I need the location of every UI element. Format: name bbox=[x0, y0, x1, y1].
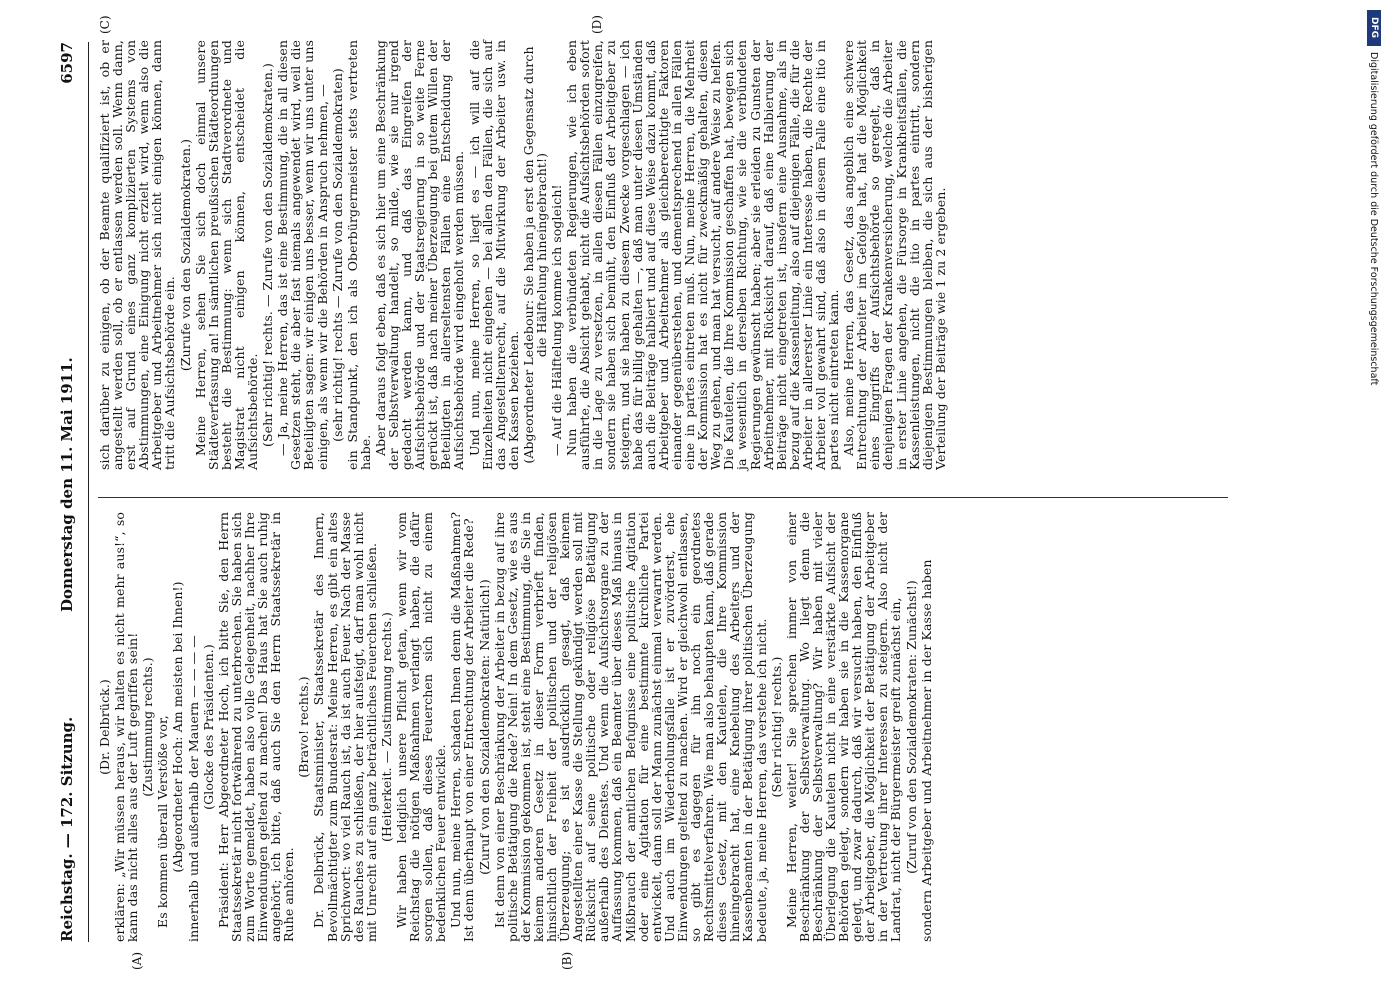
interjection: (Zuruf von den Sozialdemokraten: Zunächst!) bbox=[903, 580, 919, 874]
interjection: (Zurufe von den Sozialdemokraten.) bbox=[177, 138, 193, 372]
paragraph: erklären: „Wir müssen heraus, wir halten es nicht mehr aus!“, so kann das nicht alles aus der Luft gegriffen sein! bbox=[112, 512, 141, 942]
paragraph: sondern Arbeitgeber und Arbeitnehmer in der Kasse haben bbox=[918, 559, 934, 942]
header-date: Donnerstag den 11. Mai 1911. bbox=[58, 357, 76, 612]
paragraph: Also, meine Herren, das Gesetz, das angeblich eine schwere Entrechtung der Arbeiter im Gefolge hat, hat die Möglichkeit eines Eingriffs der Aufsichtsbehörde so geregelt, daß in denjenigen Fragen der Krankenversicherung, welche die Arbeiter in erster Linie angehen, die Fürsorge in Krankheitsfällen, die Kassenleistungen, nicht die itio in partes eintritt, sondern diejenigen Bestimmungen bleiben, die sich aus der bisherigen Verteilung der Beiträge wie 1 zu 2 ergeben. bbox=[841, 40, 948, 470]
digitization-credit: Digitalisierung gefördert durch die Deutsche Forschungsgemeinschaft bbox=[1368, 52, 1379, 386]
margin-mark-d: (D) bbox=[590, 15, 604, 34]
interjection: (Heiterkeit. — Zustimmung rechts.) bbox=[378, 611, 394, 843]
interjection: (Dr. Delbrück.) bbox=[97, 679, 112, 775]
column-divider bbox=[98, 497, 1228, 498]
interjection: (Zustimmung rechts.) bbox=[140, 657, 156, 797]
left-column bbox=[98, 512, 935, 942]
paragraph: — Ja, meine Herren, das ist eine Bestimmung, die in all diesen Gesetzen steht, die aber fast niemals angewendet wird, weil die Beteiligten sagen: wir einigen uns besser, wenn wir uns unter uns einigen, als wenn wir die Behörden in Anspruch nehmen, — bbox=[275, 40, 330, 470]
interjection: (Abgeordneter Ledebour: Sie haben ja erst den Gegensatz durch die Hälftelung hineingebracht!) bbox=[520, 46, 549, 464]
paragraph: — Auf die Hälftelung komme ich sogleich! bbox=[549, 184, 565, 456]
paragraph: Ist denn von einer Beschränkung der Arbeiter in bezug auf ihre politische Betätigung die Rede? Nein! In dem Gesetz, wie es aus der Kommission gekommen ist, steht eine Bestimmung, die Sie in keinem anderen Gesetz in dieser Form verbrieft finden, hinsichtlich der Freiheit der politischen und der religiösen Überzeugung; es ist ausdrücklich gesagt, daß keinem Angestellten einer Kasse die Stellung gekündigt werden soll mit Rücksicht auf seine politische oder religiöse Betätigung außerhalb des Dienstes. Und wenn die Aufsichtsorgane zu der Auffassung kommen, daß ein Beamter über dieses Maß hinaus in Mißbrauch der amtlichen Befugnisse eine politische Agitation oder eine Agitation für eine bestimmte kirchliche Partei entwickelt, dann soll der Mann zunächst einmal verwarnt werden. Und auch im Wiederholungsfalle ist er zuvörderst, ehe Einwendungen geltend zu machen. Wird er gleichwohl entlassen, so gibt es dagegen für ihn noch ein geordnetes Rechtsmittelverfahren. Wie man also behaupten kann, daß gerade dieses Gesetz, mit den Kautelen, die Ihre Kommission hineingebracht hat, eine Knebelung des Arbeiters und der Kassenbeamten in der Betätigung ihrer politischen Überzeugung bedeute, ja, meine Herren, das verstehe ich nicht. bbox=[491, 512, 769, 942]
interjection: (Sehr richtig! rechts.) bbox=[768, 656, 784, 798]
paragraph: sich darüber zu einigen, ob der Beamte qualifiziert ist, ob er angestellt werden soll, ob er entlassen werden soll. Wenn dann, erst auf Grund eines ganz komplizierten Systems von Abstimmungen, eine Einigung nicht erzielt wird, wenn also die Arbeitgeber und Arbeitnehmer sich nicht einigen können, dann tritt die Aufsichtsbehörde ein. bbox=[97, 40, 178, 470]
header-rule bbox=[88, 42, 89, 942]
paragraph: Meine Herren, weiter! Sie sprechen immer von einer Beschränkung der Selbstverwaltung. Wo liegt denn die Beschränkung der Selbstverwaltung? Wir haben mit vieler Überlegung die Kautelen nicht in eine verstärkte Aufsicht der Behörden gelegt, sondern wir haben sie in die Kassenorgane gelegt, und zwar dadurch, daß wir versucht haben, den Einfluß der Arbeitgeber, die Möglichkeit der Betätigung der Arbeitgeber in der Vertretung ihrer Interessen zu steigern. Also nicht der Landrat, nicht der Bürgermeister greift zunächst ein, bbox=[783, 512, 904, 942]
digitization-strip bbox=[1365, 0, 1383, 1000]
paragraph: Es kommen überall Verstöße vor, bbox=[155, 715, 171, 928]
margin-mark-c: (C) bbox=[98, 15, 112, 34]
right-column bbox=[98, 40, 949, 470]
interjection: (Zuruf von den Sozialdemokraten: Natürlich!) bbox=[476, 579, 492, 875]
dfg-logo: DFG bbox=[1367, 10, 1381, 46]
interjection: (Bravo! rechts.) bbox=[296, 676, 312, 778]
paragraph: Aber daraus folgt eben, daß es sich hier um eine Beschränkung der Selbstverwaltung handelt, so milde, wie sie nur irgend gedacht werden kann, und daß das Eingreifen der Aufsichtsbehörde und der Staatsregierung in so weite Ferne gerückt ist, daß nach meiner Überzeugung bei gutem Willen der Beteiligten in allerseltensten Fällen eine Entscheidung der Aufsichtsbehörde wird eingeholt werden müssen. bbox=[372, 40, 467, 470]
margin-mark-b: (B) bbox=[560, 951, 574, 970]
interjection: (sehr richtig! rechts — Zurufe von den Sozialdemokraten) bbox=[329, 68, 345, 442]
paragraph: Wir haben lediglich unsere Pflicht getan, wenn wir vom Reichstag die nötigen Maßnahmen verlangt haben, die dafür sorgen sollen, daß dieses Feuerchen sich nicht zu einem bedenklichen Feuer entwickle. bbox=[393, 512, 449, 942]
paragraph: Meine Herren, sehen Sie sich doch einmal unsere Städteverfassung an! In sämtlichen preußischen Städteordnungen besteht die Bestimmung: wenn sich Stadtverordnete und Magistrat nicht einigen können, entscheidet die Aufsichtsbehörde. bbox=[192, 40, 261, 470]
interjection: (Abgeordneter Hoch: Am meisten bei Ihnen!) bbox=[170, 581, 186, 873]
page-number: 6597 bbox=[58, 42, 76, 84]
interjection: (Sehr richtig! rechts. — Zurufe von den Sozialdemokraten.) bbox=[260, 63, 276, 447]
paragraph: Und nun, meine Herren, schaden Ihnen denn die Maßnahmen? Ist denn überhaupt von einer Entrechtung der Arbeiter die Rede? bbox=[448, 512, 477, 942]
interjection: (Glocke des Präsidenten.) bbox=[200, 644, 216, 810]
paragraph: ein Standpunkt, den ich als Oberbürgermeister stets vertreten habe. bbox=[344, 40, 373, 470]
page-header bbox=[52, 42, 84, 942]
header-session: Reichstag. — 172. Sitzung. bbox=[58, 716, 76, 942]
paragraph: Nun haben die verbündeten Regierungen, wie ich eben ausführte, die Absicht gehabt, nicht die Aufsichtsbehörden sofort in die Lage zu versetzen, in allen diesen Fällen einzugreifen, sondern sie haben sich bemüht, den Einfluß der Arbeitgeber zu steigern, und sie haben zu diesem Zwecke vorgeschlagen — ich habe das für billig gehalten —, daß man unter diesen Umständen auch die Beiträge halbiert und auf diese Weise dazu kommt, daß Arbeitgeber und Arbeitnehmer als gleichberechtigte Faktoren einander gegenüberstehen, und dementsprechend in allen Fällen eine in partes eintreten muß. Nun, meine Herren, die Mehrheit der Kommission hat es nicht für zweckmäßig gehalten, diesen Weg zu gehen, und man hat versucht, auf andere Weise zu helfen. Die Kautelen, die Ihre Kommission geschaffen hat, bewegen sich ja wesentlich in derselben Richtung, wie sie die verbündeten Regierungen gewünscht haben; aber sie erleiden zu Gunsten der Arbeitnehmer, mit Rücksicht darauf, daß eine Halbierung der Beiträge nicht eingetreten ist, insofern eine Ausnahme, als in bezug auf die Kassenleitung, also auf diejenigen Fälle, die für die Arbeiter in allererster Linie ein Interesse haben, die Rechte der Arbeiter voll gewahrt sind, daß also in diesem Falle eine itio in partes nicht eintreten kann. bbox=[564, 40, 842, 470]
margin-mark-a: (A) bbox=[130, 951, 144, 970]
paragraph: Und nun, meine Herren, so liegt es — ich will auf die Einzelheiten nicht eingehen — bei allen den Fällen, die sich auf das Angestelltenrecht, auf die Mitwirkung der Arbeiter usw. in den Kassen beziehen. bbox=[466, 40, 521, 470]
paragraph: innerhalb und außerhalb der Mauern — — — — bbox=[185, 635, 201, 942]
paragraph: Präsident: Herr Abgeordneter Hoch, ich bitte Sie, den Herrn Staatssekretär nicht fortwährend zu unterbrechen. Sie haben sich zum Worte gemeldet, haben also volle Gelegenheit, nachher Ihre Einwendungen geltend zu machen! Das Haus hat Sie auch ruhig angehört; ich bitte, daß auch Sie den Herrn Staatssekretär in Ruhe anhören. bbox=[215, 512, 297, 942]
paragraph: Dr. Delbrück, Staatsminister, Staatssekretär des Innern, Bevollmächtigter zum Bundesrat: Meine Herren, es gibt ein altes Sprichwort: wo viel Rauch ist, da ist auch Feuer. Nach der Masse des Rauches zu schließen, der hier aufsteigt, darf man wohl nicht mit Unrecht auf ein ganz beträchtliches Feuerchen schließen. bbox=[311, 512, 379, 942]
